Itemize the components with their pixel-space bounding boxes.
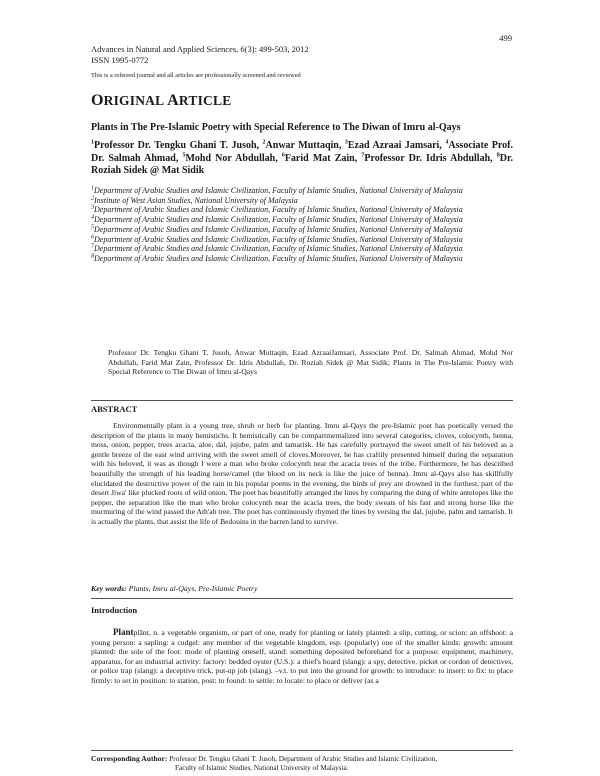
affiliation-item <box>91 196 513 206</box>
paper-title: Plants in The Pre-Islamic Poetry with Special Reference to The Diwan of Imru al-Qays <box>91 122 461 133</box>
abstract-body: Environmentally plant is a young tree, shrub or herb for planting. Imru al-Qays the pre-Islamic poet has poetically versed the description of the plants in many hemistichs. It hemistically can be compartmentalized into several categories, cloves, colocynth, henna, moss, onion, pepper, trees acacia, aloe, dal, jujube, palm and tamarisk. He has carefully portrayed the sweet smell of his beloved as a gentle breeze of the east wind arriving with the sweet smell of cloves.Moreover, he has craftily presented himself during the separation with his beloved, it was as though I were a man who broke colocynth near the acacia trees of the tribe. Furthermore, he has described beautifully the strength of his leading horse/camel (the blood on its neck is like the juice of henna). Imru al-Qays also has skillfully elucidated the destructive power of the rain in his popular poems in the evening, the birds of prey are drowned in the furthest, part of the desert Jiwa' like plucked roots of wild onion. The poet has beautifully arranged the lines by comparing the dung of white antelopes like the pepper, the separation like the man who broke colocynth near the acacia trees, the body sweats of his fast and strong horse like the murmuring of the wind passed the Ath'ab tree. The poet has continuously rhymed the lines by versing the dal, jujube, palm and tamarish. It is actually the plants, that assist the life of Bedouins in the barren land to survive. <box>91 421 513 526</box>
author-sup: 7 <box>361 152 365 159</box>
author-name: Farid Mat Zain, <box>284 152 362 164</box>
article-type-cap-1: O <box>91 92 104 109</box>
author-sup: 2 <box>262 139 266 146</box>
citation-block: Professor Dr. Tengku Ghani T. Jusoh, Anwar Muttaqin, Ezad AzraaiJamsari, Associate Prof. Dr. Salmah Ahmad, Mohd Nor Abdullah, Farid Mat Zain, Professor Dr. Idris Abdullah, Dr. Roziah Sidek @ Mat Sidik; Plants in The Pre-Islamic Poetry with Special Reference to The Diwan of Imru al-Qays <box>108 348 513 377</box>
affiliation-item <box>91 254 513 264</box>
corresponding-label: Corresponding Author: <box>91 754 168 763</box>
corresponding-line-1: Professor Dr. Tengku Ghani T. Jusoh, Department of Arabic Studies and Islamic Civilization, <box>167 755 438 763</box>
author-name: Professor Dr. Idris Abdullah, <box>364 152 497 164</box>
journal-header <box>91 44 309 66</box>
author-name: Anwar Muttaqin, <box>265 140 345 151</box>
affiliation-sup: 1 <box>91 185 94 192</box>
author-name: Professor Dr. Tengku Ghani T. Jusoh, <box>94 140 263 151</box>
author-sup: 4 <box>445 139 449 146</box>
keywords-text: Plants, Imru al-Qays, Pre-Islamic Poetry <box>126 584 258 593</box>
affiliation-item <box>91 215 513 225</box>
journal-citation-line: Advances in Natural and Applied Sciences, 6(3): 499-503, 2012 <box>91 44 309 54</box>
abstract-top-rule <box>91 400 513 401</box>
footer-rule <box>91 750 513 751</box>
corresponding-line-2: Faculty of Islamic Studies, National University of Malaysia. <box>175 764 349 772</box>
article-type-rest-2: RTICLE <box>178 93 232 108</box>
affiliation-item <box>91 235 513 245</box>
author-sup: 8 <box>496 152 500 159</box>
author-sup: 6 <box>281 152 285 159</box>
keywords-line <box>91 584 257 593</box>
keywords-label: Key words: <box>91 584 127 593</box>
affiliation-sup: 4 <box>91 214 94 221</box>
affiliation-text: Department of Arabic Studies and Islamic Civilization, Faculty of Islamic Studies, National University of Malaysia <box>94 224 463 234</box>
affiliation-sup: 7 <box>91 243 94 250</box>
author-sup: 1 <box>91 139 94 146</box>
refereed-note: This is a refereed journal and all articles are professionally screened and reviewed <box>91 72 301 79</box>
author-name: Mohd Nor Abdullah, <box>185 152 282 164</box>
introduction-text: plānt, n. a vegetable organism, or part of one, ready for planting or lately planted: a slip, cutting, or scion: an offshoot: a young person: a sapling: a cudgel: any member of the vegetable kingdom, esp. (popularly) one of the smaller kinds: growth: amount planted: the sole of the foot: mode of planting oneself, stand: something deposited beforehand for a purpose: equipment, machinery, apparatus, for an industrial activity: factory: bedded oyster (U.S.): a thief's hoard (slang): a spy, detective, picket or cordon of detectives, or police trap (slang): a deceptive trick, put-up job (slang). –v.t. to put into the ground for growth: to introduce: to insert: to fix: to place firmly: to set in position: to station, post: to found: to settle: to locate: to place or deliver (as a <box>91 628 513 685</box>
affiliation-text: Department of Arabic Studies and Islamic Civilization, Faculty of Islamic Studies, National University of Malaysia <box>94 234 463 244</box>
author-name: Dr. Roziah Sidek @ Mat Sidik <box>91 152 514 176</box>
journal-issn: ISSN 1995-0772 <box>91 55 149 65</box>
affiliation-item <box>91 244 513 254</box>
affiliation-text: Department of Arabic Studies and Islamic Civilization, Faculty of Islamic Studies, National University of Malaysia <box>94 215 463 225</box>
article-type-cap-2: A <box>167 92 179 109</box>
affiliation-sup: 8 <box>91 253 94 260</box>
page-number: 499 <box>499 33 512 43</box>
affiliation-list <box>91 186 513 264</box>
author-list <box>91 140 513 178</box>
introduction-lead-word: Plant <box>113 628 134 637</box>
affiliation-text: Department of Arabic Studies and Islamic Civilization, Faculty of Islamic Studies, National University of Malaysia <box>94 244 463 254</box>
affiliation-text: Department of Arabic Studies and Islamic Civilization, Faculty of Islamic Studies, National University of Malaysia <box>94 205 463 215</box>
author-name: Ezad Azraai Jamsari, <box>347 140 446 151</box>
affiliation-item <box>91 205 513 215</box>
article-type-rest-1: RIGINAL <box>103 93 168 108</box>
corresponding-author-note <box>91 754 513 773</box>
affiliation-item <box>91 186 513 196</box>
introduction-body <box>91 628 513 743</box>
affiliation-text: Department of Arabic Studies and Islamic Civilization, Faculty of Islamic Studies, National University of Malaysia <box>94 253 463 263</box>
article-type-heading <box>91 92 231 110</box>
affiliation-text: Department of Arabic Studies and Islamic Civilization, Faculty of Islamic Studies, National University of Malaysia <box>94 186 463 195</box>
author-sup: 3 <box>344 139 348 146</box>
abstract-heading: ABSTRACT <box>91 404 138 414</box>
affiliation-sup: 6 <box>91 233 94 240</box>
affiliation-sup: 3 <box>91 204 94 211</box>
affiliation-sup: 5 <box>91 224 94 231</box>
affiliation-item <box>91 225 513 235</box>
keywords-bottom-rule <box>91 598 513 599</box>
affiliation-sup: 2 <box>91 195 94 202</box>
author-sup: 5 <box>182 152 186 159</box>
affiliation-text: Institute of West Asian Studies, National University of Malaysia <box>94 195 298 205</box>
introduction-heading: Introduction <box>91 605 138 615</box>
author-name: Associate Prof. Dr. Salmah Ahmad, <box>91 140 513 164</box>
